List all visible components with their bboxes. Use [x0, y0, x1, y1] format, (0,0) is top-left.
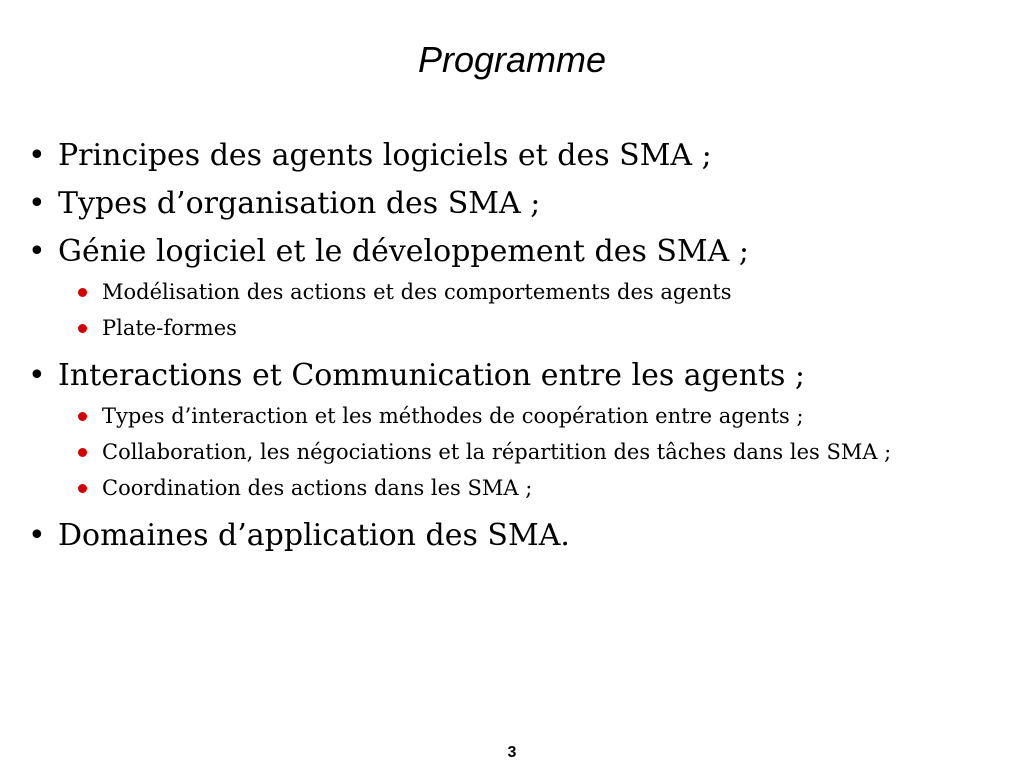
list-item-text: Interactions et Communication entre les agents ;	[58, 358, 806, 393]
slide-title: Programme	[417, 39, 607, 80]
list-item-text: Principes des agents logiciels et des SMA ;	[58, 138, 712, 173]
sub-list-item-text: Coordination des actions dans les SMA ;	[102, 476, 533, 500]
sub-list	[28, 402, 968, 502]
sub-list-item	[28, 438, 968, 466]
list-item	[28, 230, 968, 274]
bullet-icon: •	[28, 518, 46, 553]
list-item-text: Types d’organisation des SMA ;	[58, 186, 541, 221]
bullet-icon: •	[28, 186, 46, 221]
sub-list-item	[28, 278, 968, 306]
red-dot-bullet-icon	[78, 448, 87, 457]
bullet-icon: •	[28, 234, 46, 269]
sub-list-item-text: Collaboration, les négociations et la répartition des tâches dans les SMA ;	[102, 440, 892, 464]
sub-list-item-text: Modélisation des actions et des comportements des agents	[102, 280, 732, 304]
sub-list-item	[28, 474, 968, 502]
list-item	[28, 182, 968, 226]
list-item	[28, 134, 968, 178]
sub-list-item	[28, 314, 968, 342]
red-dot-bullet-icon	[78, 324, 87, 333]
red-dot-bullet-icon	[78, 484, 87, 493]
list-item	[28, 514, 968, 558]
bullet-icon: •	[28, 358, 46, 393]
bullet-icon: •	[28, 138, 46, 173]
list-item	[28, 354, 968, 398]
list-item-text: Domaines d’application des SMA.	[58, 518, 570, 553]
sub-list-item	[28, 402, 968, 430]
list-item-text: Génie logiciel et le développement des SMA ;	[58, 234, 749, 269]
sub-list	[28, 278, 968, 342]
red-dot-bullet-icon	[78, 288, 87, 297]
sub-list-item-text: Types d’interaction et les méthodes de coopération entre agents ;	[102, 404, 804, 428]
page-number: 3	[507, 744, 517, 761]
sub-list-item-text: Plate-formes	[102, 316, 237, 340]
red-dot-bullet-icon	[78, 412, 87, 421]
bullet-list	[28, 134, 968, 562]
